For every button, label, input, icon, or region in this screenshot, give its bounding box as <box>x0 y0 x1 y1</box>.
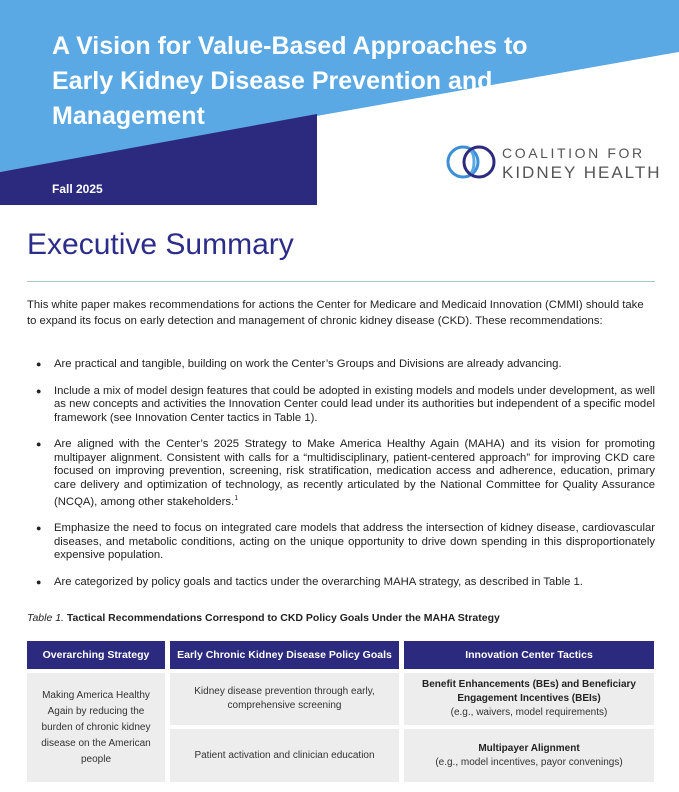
table-title: Tactical Recommendations Correspond to CKD Policy Goals Under the MAHA Strategy <box>66 612 500 624</box>
section-divider <box>27 281 655 282</box>
coalition-logo <box>444 140 664 190</box>
table-header-tactics: Innovation Center Tactics <box>404 641 654 669</box>
table-header-strategy: Overarching Strategy <box>27 641 165 669</box>
logo-text-line1: COALITION FOR <box>502 145 645 161</box>
recommendation-item: ● Are aligned with the Center’s 2025 Strategy to Make America Healthy Again (MAHA) and its vision for promoting multipayer alignment. Consistent with calls for a “multidisciplinary, patient-centered approach” for improving CKD care focused on improving prevention, screening, risk stratification, medication access and adherence, education, primary care delivery and optimization of technology, as recently articulated by the National Committee for Quality Assurance (NCQA), among other stakeholders.$^1$ <box>27 438 655 509</box>
table-label: Table 1. <box>27 612 64 624</box>
recommendation-item: ● Are categorized by policy goals and tactics under the overarching MAHA strategy, as described in Table 1. <box>27 576 655 590</box>
table-cell-tactic: Multipayer Alignment (e.g., model incentives, payor convenings) <box>404 729 654 782</box>
table-header-goals: Early Chronic Kidney Disease Policy Goals <box>170 641 399 669</box>
recommendations-list <box>27 358 655 602</box>
recommendation-item: ● Emphasize the need to focus on integrated care models that address the intersection of kidney disease, cardiovascular diseases, and metabolic conditions, acting on the unique opportunity to drive down spending in this disproportionately expensive population. <box>27 522 655 563</box>
table-caption <box>27 612 500 624</box>
recommendation-item: ● Are practical and tangible, building on work the Center’s Groups and Divisions are already advancing. <box>27 358 655 372</box>
kidney-logo-icon <box>444 140 498 190</box>
footnote-marker: 1 <box>234 495 239 502</box>
recommendation-item: ● Include a mix of model design features that could be adopted in existing models and models under development, as well as new concepts and activities the Innovation Center could lead under its authorities but independent of a specific model framework (see Innovation Center tactics in Table 1). <box>27 385 655 426</box>
report-header <box>0 0 679 205</box>
table-cell-strategy: Making America Healthy Again by reducing the burden of chronic kidney disease on the American people <box>27 673 165 782</box>
table-cell-goal: Patient activation and clinician education <box>170 729 399 782</box>
logo-text-line2: KIDNEY HEALTH <box>502 163 662 182</box>
table-cell-goal: Kidney disease prevention through early, comprehensive screening <box>170 673 399 725</box>
document-title: A Vision for Value-Based Approaches to Early Kidney Disease Prevention and Management <box>52 32 528 130</box>
intro-paragraph: This white paper makes recommendations for actions the Center for Medicare and Medicaid Innovation (CMMI) should take to expand its focus on early detection and management of chronic kidney disease (CKD). These recommendations: <box>27 299 644 327</box>
section-heading: Executive Summary <box>27 228 294 261</box>
table-cell-tactic: Benefit Enhancements (BEs) and Beneficiary Engagement Incentives (BEIs) (e.g., waivers, model requirements) <box>404 673 654 725</box>
publication-season: Fall 2025 <box>52 182 103 196</box>
